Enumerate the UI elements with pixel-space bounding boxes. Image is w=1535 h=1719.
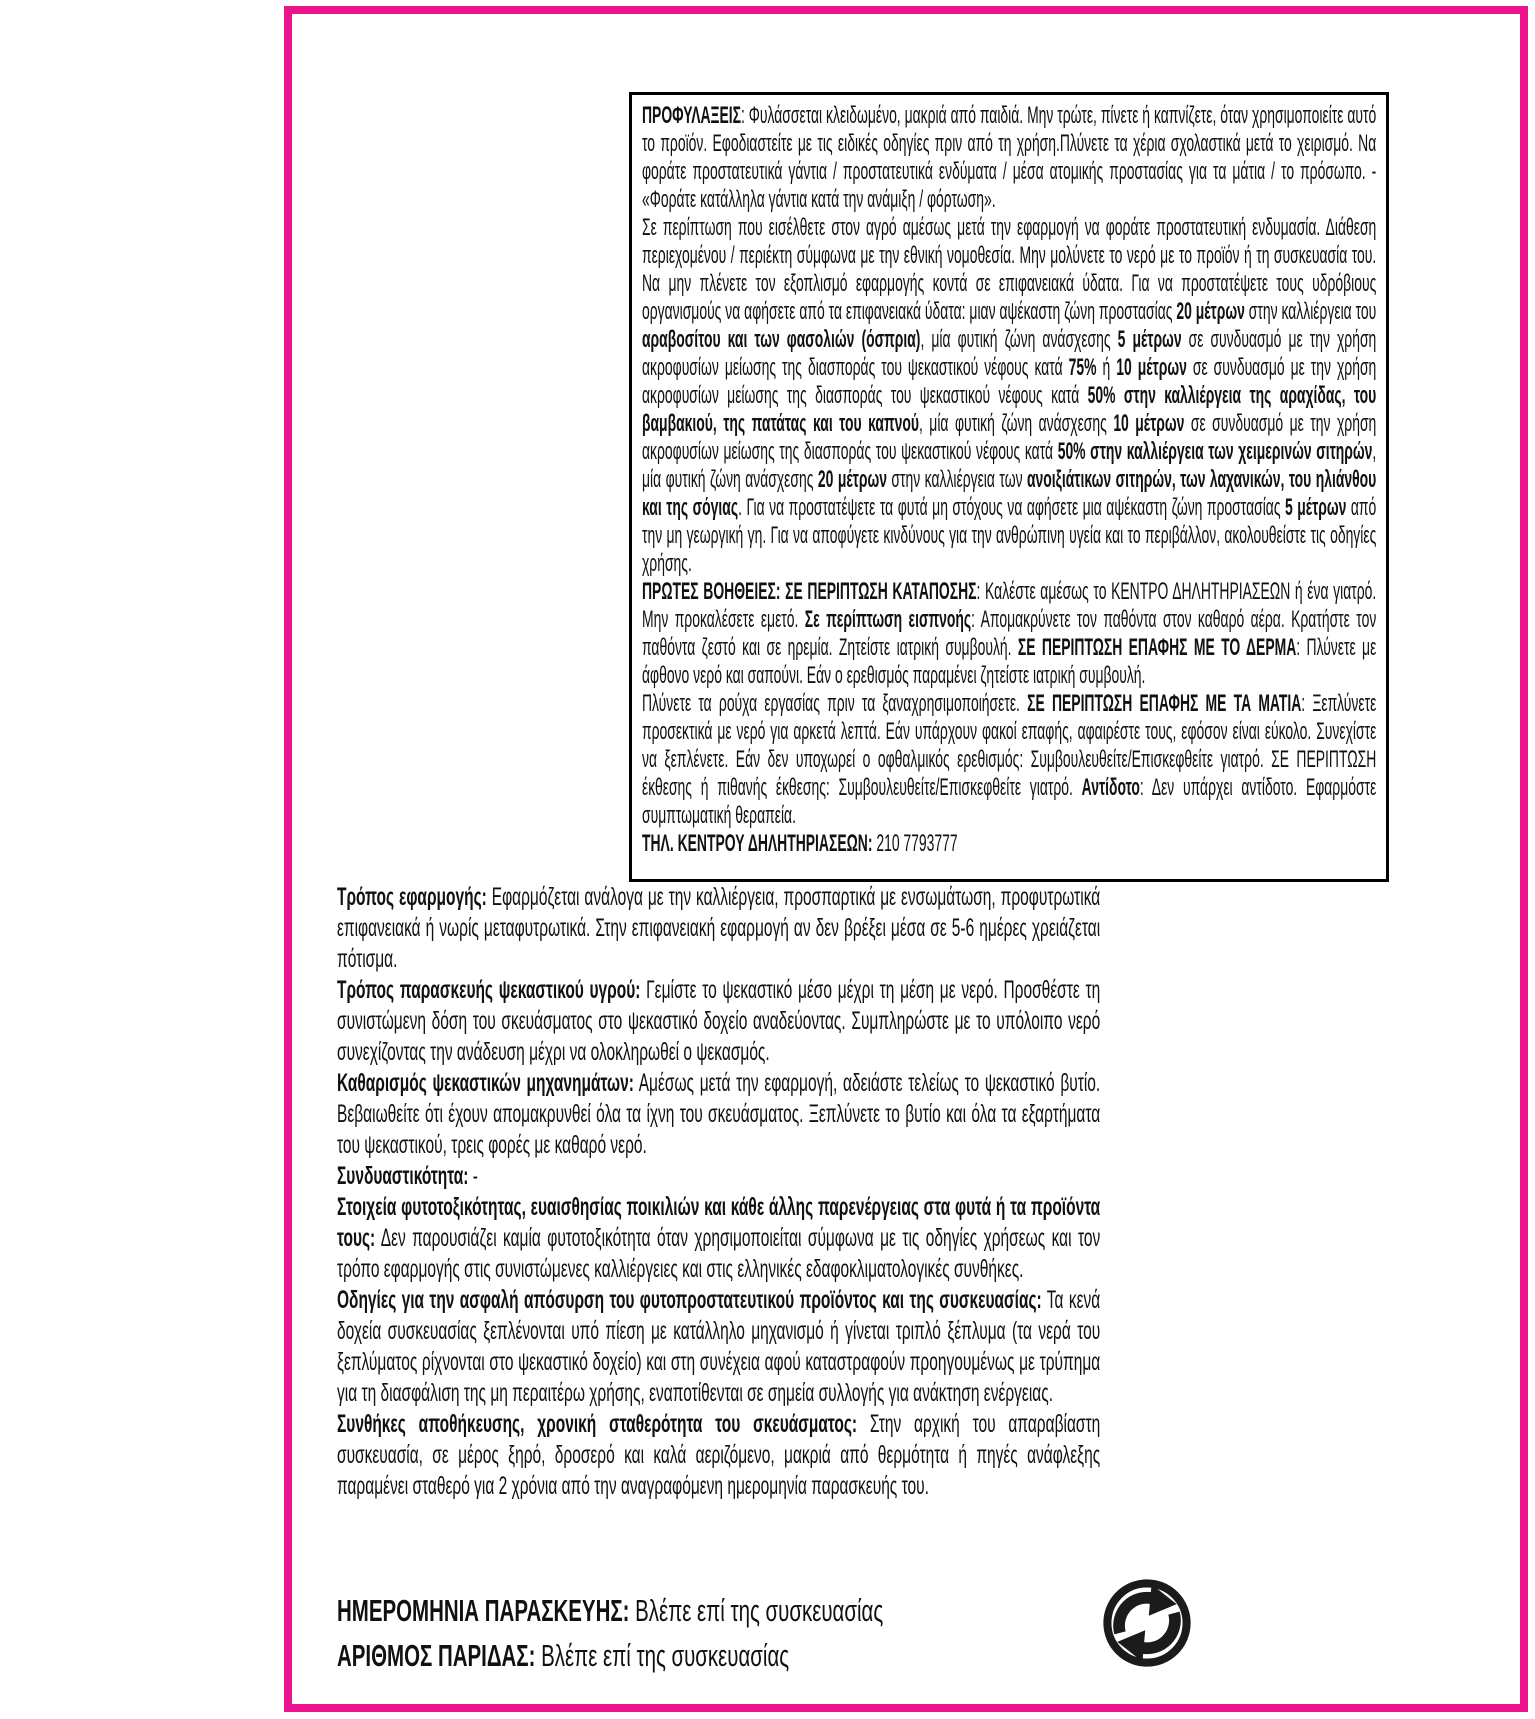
batch-number-label: ΑΡΙΘΜΟΣ ΠΑΡΙΔΑΣ: bbox=[337, 1638, 536, 1673]
paragraph: Συνθήκες αποθήκευσης, χρονική σταθερότητα του σκευάσματος: Στην αρχική του απαραβίαστη συσκευασία, σε μέρος ξηρό, δροσερό και καλά αεριζόμενο, μακριά από θερμότητα ή πηγές ανάφλεξης παραμένει σταθερό για 2 χρόνια από την αναγραφόμενη ημερομηνία παρασκευής του. bbox=[337, 1410, 1101, 1500]
paragraph: Καθαρισμός ψεκαστικών μηχανημάτων: Αμέσως μετά την εφαρμογή, αδειάστε τελείως το ψεκαστικό βυτίο. Βεβαιωθείτε ότι έχουν απομακρυνθεί όλα τα ίχνη του σκευάσματος. Ξεπλύνετε το βυτίο και όλα τα εξαρτήματα του ψεκαστικού, τρεις φορές με καθαρό νερό. bbox=[337, 1069, 1101, 1159]
paragraph: ΠΡΩΤΕΣ ΒΟΗΘΕΙΕΣ: ΣΕ ΠΕΡΙΠΤΩΣΗ ΚΑΤΑΠΟΣΗΣ: Καλέστε αμέσως το ΚΕΝΤΡΟ ΔΗΛΗΤΗΡΙΑΣΕΩΝ ή ένα γιατρό. Μην προκαλέσετε εμετό. Σε περίπτωση εισπνοής: Απομακρύνετε τον παθόντα στον καθαρό αέρα. Κρατήστε τον παθόντα ζεστό και σε ηρεμία. Ζητείστε ιατρική συμβουλή. ΣΕ ΠΕΡΙΠΤΩΣΗ ΕΠΑΦΗΣ ΜΕ ΤΟ ΔΕΡΜΑ: Πλύνετε με άφθονο νερό και σαπούνι. Εάν ο ερεθισμός παραμένει ζητείστε ιατρική συμβουλή. bbox=[642, 578, 1377, 689]
paragraph: Τρόπος παρασκευής ψεκαστικού υγρού: Γεμίστε το ψεκαστικό μέσο μέχρι τη μέση με νερό. Προσθέστε τη συνιστώμενη δόση του σκευάσματος στο ψεκαστικό δοχείο αναδεύοντας. Συμπληρώστε με το υπόλοιπο νερό συνεχίζοντας την ανάδευση μέχρι να ολοκληρωθεί ο ψεκασμός. bbox=[337, 976, 1101, 1066]
paragraph: Τρόπος εφαρμογής: Εφαρμόζεται ανάλογα με την καλλιέργεια, προσπαρτικά με ενσωμάτωση, προφυτρωτικά επιφανειακά ή νωρίς μεταφυτρωτικά. Στην επιφανειακή εφαρμογή αν δεν βρέξει μέσα σε 5-6 ημέρες χρειάζεται πότισμα. bbox=[337, 883, 1101, 973]
paragraph: Σε περίπτωση που εισέλθετε στον αγρό αμέσως μετά την εφαρμογή να φοράτε προστατευτική ενδυμασία. Διάθεση περιεχομένου / περιέκτη σύμφωνα με την εθνική νομοθεσία. Μην μολύνετε το νερό με το προϊόν ή τη συσκευασία του. Να μην πλένετε τον εξοπλισμό εφαρμογής κοντά σε επιφανειακά ύδατα. Για να προστατέψετε τους υδρόβιους οργανισμούς να αφήσετε από τα επιφανειακά ύδατα: μιαν αψέκαστη ζώνη προστασίας 20 μέτρων στην καλλιέργεια του αραβοσίτου και των φασολιών (όσπρια), μία φυτική ζώνη ανάσχεσης 5 μέτρων σε συνδυασμό με την χρήση ακροφυσίων μείωσης της διασποράς του ψεκαστικού νέφους κατά 75% ή 10 μέτρων σε συνδυασμό με την χρήση ακροφυσίων μείωσης της διασποράς του ψεκαστικού νέφους κατά 50% στην καλλιέργεια της αραχίδας, του βαμβακιού, της πατάτας και του καπνού, μία φυτική ζώνη ανάσχεσης 10 μέτρων σε συνδυασμό με την χρήση ακροφυσίων μείωσης της διασποράς του ψεκαστικού νέφους κατά 50% στην καλλιέργεια των χειμερινών σιτηρών, μία φυτική ζώνη ανάσχεσης 20 μέτρων στην καλλιέργεια των ανοιξιάτικων σιτηρών, των λαχανικών, του ηλιάνθου και της σόγιας. Για να προστατέψετε τα φυτά μη στόχους να αφήσετε μια αψέκαστη ζώνη προστασίας 5 μέτρων από την μη γεωργική γη. Για να αποφύγετε κινδύνους για την ανθρώπινη υγεία και το περιβάλλον, ακολουθείστε τις οδηγίες χρήσης. bbox=[642, 214, 1377, 577]
paragraph: Στοιχεία φυτοτοξικότητας, ευαισθησίας ποικιλιών και κάθε άλλης παρενέργειας στα φυτά ή τα προϊόντα τους: Δεν παρουσιάζει καμία φυτοτοξικότητα όταν χρησιμοποιείται σύμφωνα με τις οδηγίες χρήσεως και τον τρόπο εφαρμογής στις συνιστώμενες καλλιέργειες και στις ελληνικές εδαφοκλιματολογικές συνθήκες. bbox=[337, 1193, 1101, 1283]
manufacture-date-value: Βλέπε επί της συσκευασίας bbox=[635, 1593, 884, 1628]
paragraph: Οδηγίες για την ασφαλή απόσυρση του φυτοπροστατευτικού προϊόντος και της συσκευασίας: Τα κενά δοχεία συσκευασίας ξεπλένονται υπό πίεση με κατάλληλο μηχανισμό ή γίνεται τριπλό ξέπλυμα (τα νερά του ξεπλύματος ρίχνονται στο ψεκαστικό δοχείο) και στη συνέχεια αφού καταστραφούν προηγουμένως με τρύπημα για τη διασφάλιση της μη περαιτέρω χρήσης, εναποτίθενται σε σημεία συλλογής για ανάκτηση ενέργειας. bbox=[337, 1286, 1101, 1407]
batch-number-value: Βλέπε επί της συσκευασίας bbox=[541, 1638, 790, 1673]
footer bbox=[337, 1588, 1103, 1678]
precautions-text bbox=[642, 102, 1376, 858]
paragraph: Συνδυαστικότητα: - bbox=[337, 1162, 478, 1190]
green-dot-recycling-icon bbox=[1102, 1578, 1192, 1668]
manufacture-date-label: ΗΜΕΡΟΜΗΝΙΑ ΠΑΡΑΣΚΕΥΗΣ: bbox=[337, 1593, 630, 1628]
paragraph: ΠΡΟΦΥΛΑΞΕΙΣ: Φυλάσσεται κλειδωμένο, μακριά από παιδιά. Μην τρώτε, πίνετε ή καπνίζετε, όταν χρησιμοποιείτε αυτό το προϊόν. Εφοδιαστείτε με τις ειδικές οδηγίες πριν από τη χρήση.Πλύνετε τα χέρια σχολαστικά μετά το χειρισμό. Να φοράτε προστατευτικά γάντια / προστατευτικά ενδύματα / μέσα ατομικής προστασίας για τα μάτια / το πρόσωπο. - «Φοράτε κατάλληλα γάντια κατά την ανάμιξη / φόρτωση». bbox=[642, 102, 1377, 213]
manufacture-date-row bbox=[337, 1588, 1103, 1633]
batch-number-row bbox=[337, 1633, 1103, 1678]
paragraph: Πλύνετε τα ρούχα εργασίας πριν τα ξαναχρησιμοποιήσετε. ΣΕ ΠΕΡΙΠΤΩΣΗ ΕΠΑΦΗΣ ΜΕ ΤΑ ΜΑΤΙΑ: Ξεπλύνετε προσεκτικά με νερό για αρκετά λεπτά. Εάν υπάρχουν φακοί επαφής, αφαιρέστε τους, εφόσον είναι εύκολο. Συνεχίστε να ξεπλένετε. Εάν δεν υποχωρεί ο οφθαλμικός ερεθισμός: Συμβουλευθείτε/Επισκεφθείτε γιατρό. ΣΕ ΠΕΡΙΠΤΩΣΗ έκθεσης ή πιθανής έκθεσης: Συμβουλευθείτε/Επισκεφθείτε γιατρό. Αντίδοτο: Δεν υπάρχει αντίδοτο. Εφαρμόστε συμπτωματική θεραπεία. bbox=[642, 690, 1377, 829]
precautions-box bbox=[629, 92, 1389, 882]
usage-instructions-text bbox=[337, 882, 1100, 1502]
paragraph: ΤΗΛ. ΚΕΝΤΡΟΥ ΔΗΛΗΤΗΡΙΑΣΕΩΝ: 210 7793777 bbox=[642, 830, 958, 857]
